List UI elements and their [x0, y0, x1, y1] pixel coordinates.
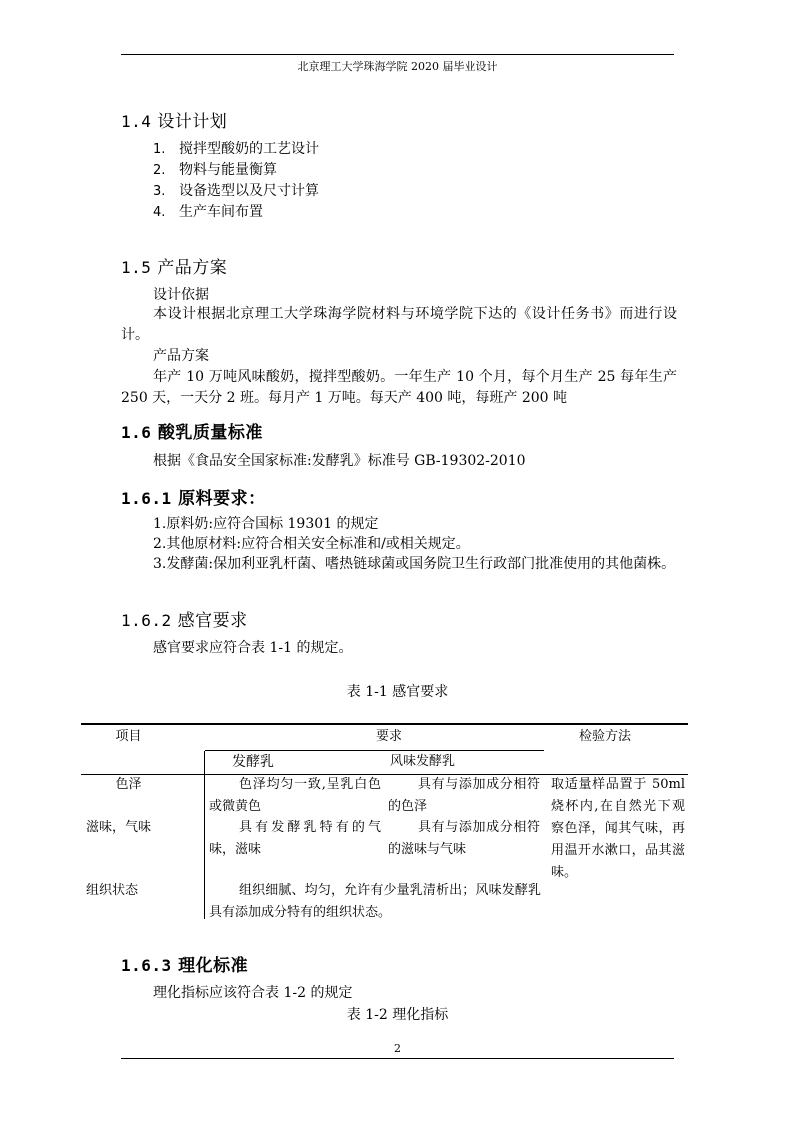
table-top-rule [81, 723, 688, 725]
section-heading-1-6-1: 1.6.1 原料要求： [121, 489, 266, 509]
table-caption: 表 1-2 理化指标 [346, 1007, 449, 1023]
table-row-item: 色泽 [115, 777, 142, 792]
page-header: 北京理工大学珠海学院 2020 届毕业设计 [297, 60, 498, 73]
design-basis-text: 本设计根据北京理工大学珠海学院材料与环境学院下达的《设计任务书》而进行设计。 [121, 306, 677, 343]
standard-text: 根据《食品安全国家标准:发酵乳》标准号 GB-19302-2010 [153, 453, 526, 469]
section-heading-1-4: 1.4 设计计划 [121, 112, 228, 132]
section-heading-1-6-3: 1.6.3 理化标准 [121, 956, 249, 976]
table-cell: 具有与添加成分相符的滋味与气味 [388, 820, 540, 857]
design-basis-label: 设计依据 [153, 287, 209, 303]
table-header-requirement: 要求 [375, 729, 402, 744]
list-item: 3. 设备选型以及尺寸计算 [153, 183, 319, 199]
sensory-text: 感官要求应符合表 1-1 的规定。 [153, 640, 353, 656]
physchem-text: 理化指标应该符合表 1-2 的规定 [153, 985, 353, 1001]
table-header-method: 检验方法 [578, 729, 631, 744]
table-row-item: 滋味，气味 [86, 820, 152, 835]
header-rule [121, 54, 674, 55]
footer-rule [121, 1058, 674, 1059]
table-column-rule [204, 751, 205, 919]
page-number: 2 [394, 1042, 401, 1055]
list-item: 1. 搅拌型酸奶的工艺设计 [153, 141, 319, 157]
section-heading-1-5: 1.5 产品方案 [121, 258, 228, 278]
product-plan-text: 年产 10 万吨风味酸奶，搅拌型酸奶。一年生产 10 个月，每个月生产 25 每年生产 250 天，一天分 2 班。每月产 1 万吨。每天产 400 吨，每班产 200 吨 [121, 369, 677, 406]
table-header-flavored: 风味发酵乳 [390, 754, 456, 769]
table-caption: 表 1-1 感官要求 [346, 684, 449, 700]
section-heading-1-6: 1.6 酸乳质量标准 [121, 423, 263, 443]
table-header-item: 项目 [115, 729, 142, 744]
table-cell: 具有与添加成分相符的色泽 [388, 777, 540, 814]
section-heading-1-6-2: 1.6.2 感官要求 [121, 611, 248, 631]
table-cell: 具有发酵乳特有的气味，滋味 [209, 820, 381, 857]
table-cell: 组织细腻、均匀，允许有少量乳清析出；风味发酵乳具有添加成分特有的组织状态。 [209, 883, 541, 920]
list-item: 2. 物料与能量衡算 [153, 162, 277, 178]
list-item: 4. 生产车间布置 [153, 204, 263, 220]
list-item: 2.其他原材料:应符合相关安全标准和/或相关规定。 [153, 536, 470, 552]
list-item: 3.发酵菌:保加利亚乳杆菌、嗜热链球菌或国务院卫生行政部门批准使用的其他菌株。 [153, 556, 676, 572]
table-header-fermented: 发酵乳 [232, 754, 274, 770]
table-cell-method: 取适量样品置于 50ml 烧杯内,在自然光下观察色泽，闻其气味，再用温开水漱口，品其滋味。 [551, 777, 685, 880]
product-plan-label: 产品方案 [153, 348, 209, 364]
list-item: 1.原料奶:应符合国标 19301 的规定 [153, 516, 379, 532]
table-row-item: 组织状态 [86, 883, 139, 898]
table-cell: 色泽均匀一致,呈乳白色或微黄色 [209, 777, 381, 814]
